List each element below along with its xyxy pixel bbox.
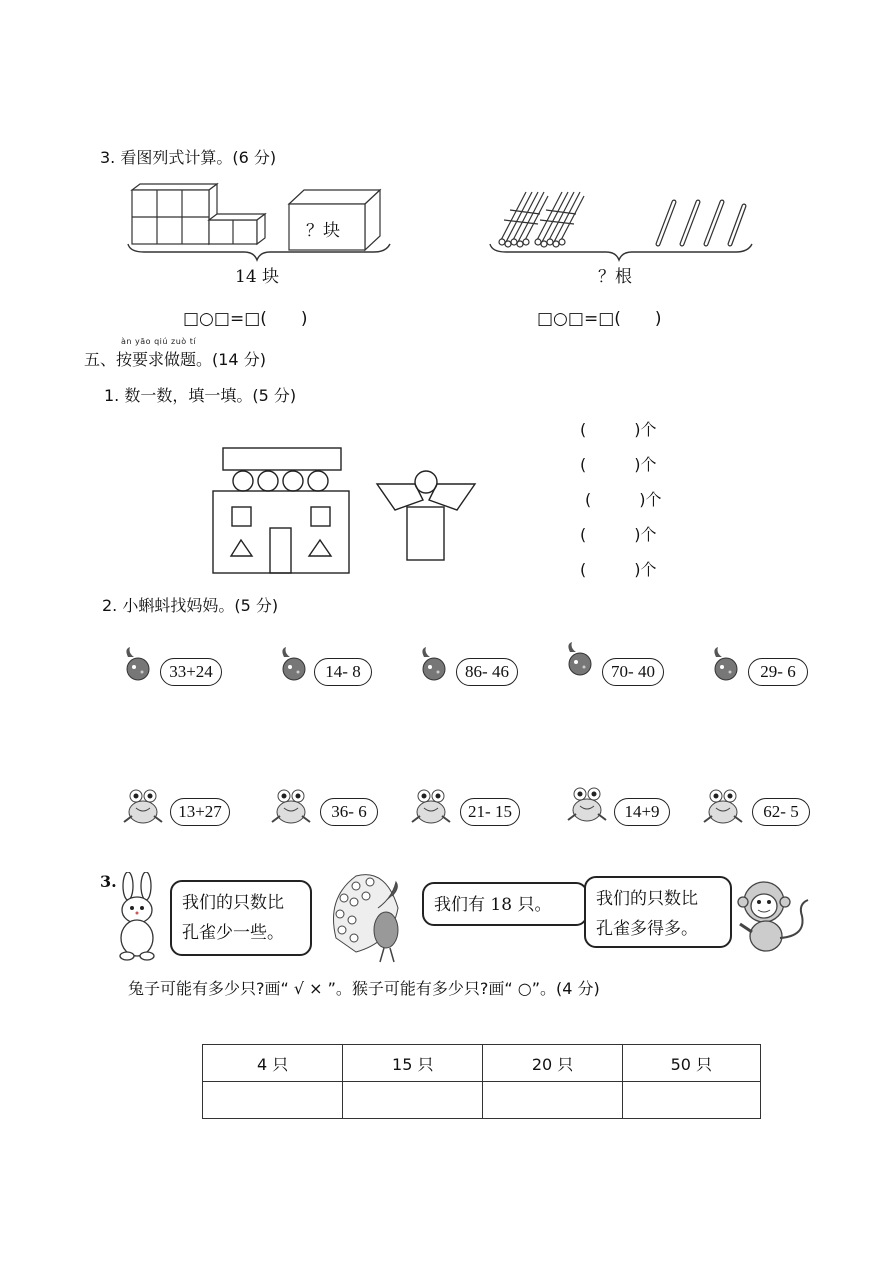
monkey-bubble-line-2: 孔雀多得多。 xyxy=(596,919,698,939)
q1-header: 1. 数一数，填一填。(5 分) xyxy=(104,386,297,405)
rabbit-icon xyxy=(112,872,164,962)
frog-icon xyxy=(118,784,168,828)
tadpole-icon xyxy=(118,645,158,685)
sticks-figure xyxy=(486,182,756,262)
table-header-cell: 50 只 xyxy=(622,1045,760,1082)
table-header-cell: 4 只 xyxy=(203,1045,343,1082)
count-answer-1[interactable]: ( )个 xyxy=(580,420,657,439)
peacock-speech-bubble xyxy=(422,882,588,926)
shapes-figure xyxy=(205,440,490,580)
right-formula: □○□=□( ) xyxy=(537,309,662,329)
count-answer-4[interactable]: ( )个 xyxy=(580,525,657,544)
monkey-bubble-line-1: 我们的只数比 xyxy=(596,889,698,909)
box-label: ？块 xyxy=(306,221,340,241)
right-total-label: ？根 xyxy=(598,267,632,287)
tadpole-expr-5[interactable]: 29- 6 xyxy=(748,658,808,686)
table-header-cell: 15 只 xyxy=(343,1045,483,1082)
tadpole-expr-2[interactable]: 14- 8 xyxy=(314,658,372,686)
rabbit-bubble-line-2: 孔雀少一些。 xyxy=(182,923,284,943)
rabbit-speech-bubble xyxy=(170,880,312,956)
table-header-cell: 20 只 xyxy=(483,1045,622,1082)
frog-expr-1[interactable]: 13+27 xyxy=(170,798,230,826)
left-total-label: 14 块 xyxy=(235,267,280,287)
count-answer-3[interactable]: ( )个 xyxy=(585,490,662,509)
count-answer-5[interactable]: ( )个 xyxy=(580,560,657,579)
frog-icon xyxy=(562,782,612,826)
tadpole-expr-4[interactable]: 70- 40 xyxy=(602,658,664,686)
q2-header: 2. 小蝌蚪找妈妈。(5 分) xyxy=(102,596,279,615)
tadpole-icon xyxy=(706,645,746,685)
answer-table xyxy=(202,1044,761,1119)
left-formula: □○□=□( ) xyxy=(183,309,308,329)
rabbit-bubble-line-1: 我们的只数比 xyxy=(182,893,284,913)
frog-icon xyxy=(698,784,748,828)
q3b-instruction: 兔子可能有多少只?画“ √ × ”。猴子可能有多少只?画“ ○”。(4 分) xyxy=(128,979,600,998)
frog-expr-2[interactable]: 36- 6 xyxy=(320,798,378,826)
frog-icon xyxy=(406,784,456,828)
tadpole-icon xyxy=(414,645,454,685)
peacock-bubble-text: 我们有 18 只。 xyxy=(434,895,552,915)
table-header-row xyxy=(203,1045,761,1082)
q3b-number: 3. xyxy=(100,872,117,891)
tadpole-icon xyxy=(274,645,314,685)
table-answer-cell[interactable] xyxy=(343,1082,483,1119)
frog-expr-4[interactable]: 14+9 xyxy=(614,798,670,826)
peacock-icon xyxy=(326,868,414,964)
section5-title: 五、按要求做题。(14 分) xyxy=(84,350,266,369)
table-answer-cell[interactable] xyxy=(203,1082,343,1119)
q3-header: 3. 看图列式计算。(6 分) xyxy=(100,148,277,167)
frog-icon xyxy=(266,784,316,828)
table-answer-cell[interactable] xyxy=(483,1082,622,1119)
table-answer-row xyxy=(203,1082,761,1119)
tadpole-expr-1[interactable]: 33+24 xyxy=(160,658,222,686)
monkey-speech-bubble xyxy=(584,876,732,948)
tadpole-icon xyxy=(560,640,600,680)
section5-pinyin: àn yāo qiú zuò tí xyxy=(121,337,197,346)
cubes-figure xyxy=(124,182,394,262)
frog-expr-3[interactable]: 21- 15 xyxy=(460,798,520,826)
count-answer-2[interactable]: ( )个 xyxy=(580,455,657,474)
frog-expr-5[interactable]: 62- 5 xyxy=(752,798,810,826)
tadpole-expr-3[interactable]: 86- 46 xyxy=(456,658,518,686)
table-answer-cell[interactable] xyxy=(622,1082,760,1119)
monkey-icon xyxy=(734,876,814,958)
